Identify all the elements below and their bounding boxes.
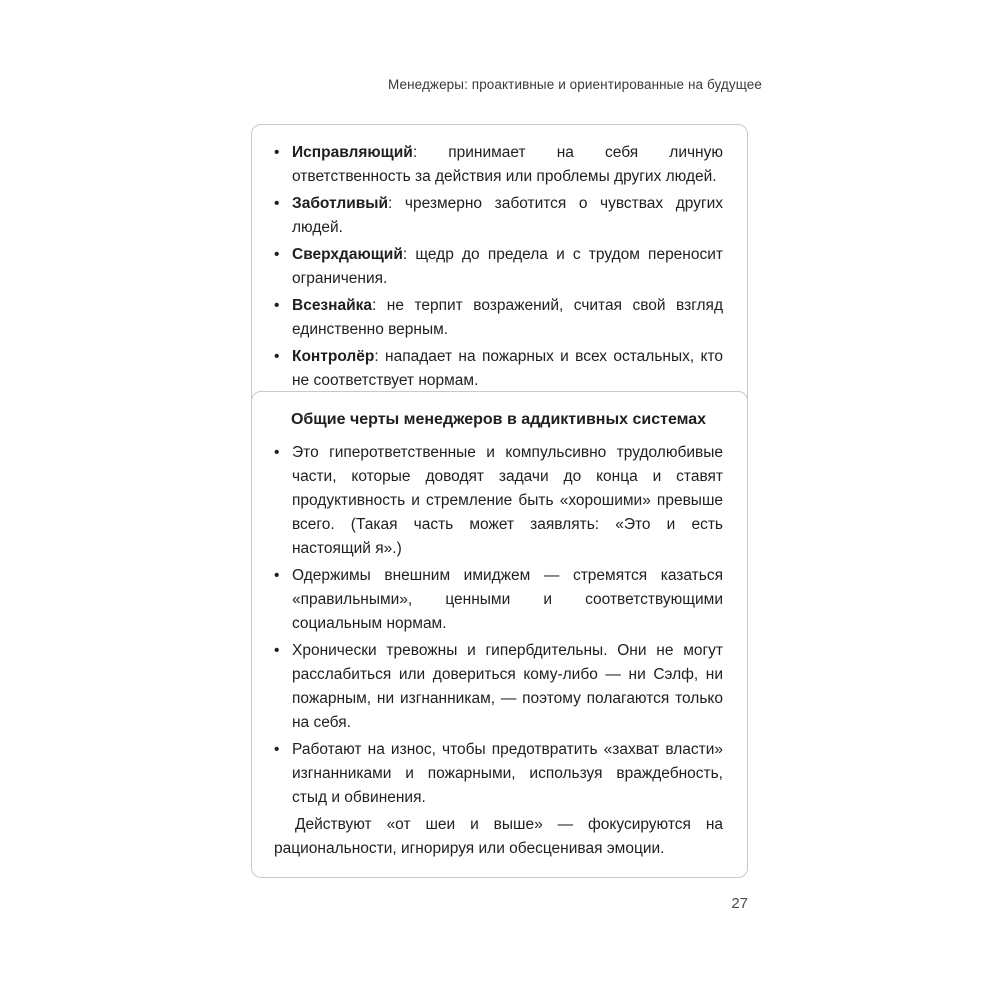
description: : щедр до предела и с трудом переносит ограничения. bbox=[292, 246, 723, 288]
list-item bbox=[274, 243, 723, 291]
list-item-text bbox=[292, 141, 723, 189]
bullet-icon: • bbox=[274, 195, 280, 213]
list-item bbox=[274, 738, 723, 810]
list-item-text bbox=[292, 243, 723, 291]
bullet-icon: • bbox=[274, 297, 280, 315]
list-item-text: Одержимы внешним имиджем — стремятся казаться «правильными», ценными и соответствующими социальным нормам. bbox=[292, 566, 723, 632]
bullet-icon: • bbox=[274, 740, 280, 758]
page-number: 27 bbox=[731, 895, 748, 912]
bullet-icon: • bbox=[274, 443, 280, 461]
list-item bbox=[274, 441, 723, 561]
term: Заботливый bbox=[292, 195, 389, 213]
description: : принимает на себя личную ответственность за действия или проблемы других людей. bbox=[292, 144, 723, 186]
term: Исправляющий bbox=[292, 144, 413, 161]
list-item bbox=[274, 564, 723, 636]
bullet-icon: • bbox=[274, 246, 280, 264]
list-item-text: Работают на износ, чтобы предотвратить «захват власти» изгнанниками и пожарными, используя враждебность, стыд и обвинения. bbox=[292, 740, 723, 807]
bullet-icon: • bbox=[274, 348, 280, 366]
list-item bbox=[274, 141, 723, 189]
bullet-icon: • bbox=[274, 641, 280, 659]
term: Сверхдающий bbox=[292, 246, 403, 264]
list-item bbox=[274, 192, 723, 240]
list-item bbox=[274, 345, 723, 393]
list-item-text bbox=[292, 345, 723, 393]
description: : не терпит возражений, считая свой взгляд единственно верным. bbox=[292, 297, 723, 339]
common-traits-box bbox=[251, 391, 748, 878]
list-item-text bbox=[292, 192, 723, 240]
term: Контролёр bbox=[292, 348, 375, 366]
box-title: Общие черты менеджеров в аддиктивных системах bbox=[290, 411, 707, 428]
list-item bbox=[274, 294, 723, 342]
running-title: Менеджеры: проактивные и ориентированные на будущее bbox=[387, 77, 762, 92]
closing-paragraph: Действуют «от шеи и выше» — фокусируются на рациональности, игнорируя или обесценивая эмоции. bbox=[274, 816, 723, 858]
list-item-text bbox=[292, 294, 723, 342]
bullet-icon: • bbox=[274, 566, 280, 584]
list-item-text: Хронически тревожны и гипербдительны. Они не могут расслабиться или довериться кому-либо — ни Сэлф, ни пожарным, ни изгнанникам, — поэтому полагаются только на себя. bbox=[292, 641, 723, 731]
bullet-icon: • bbox=[274, 144, 280, 161]
list-item bbox=[274, 639, 723, 735]
description: : нападает на пожарных и всех остальных, кто не соответствует нормам. bbox=[292, 348, 723, 390]
manager-types-box bbox=[251, 124, 748, 413]
list-item-text: Это гиперответственные и компульсивно трудолюбивые части, которые доводят задачи до конца и ставят продуктивность и стремление быть «хорошими» превыше всего. (Такая часть может заявлять: «Это и есть настоящий я».) bbox=[292, 443, 723, 557]
term: Всезнайка bbox=[292, 297, 373, 315]
description: : чрезмерно заботится о чувствах других людей. bbox=[292, 195, 723, 237]
